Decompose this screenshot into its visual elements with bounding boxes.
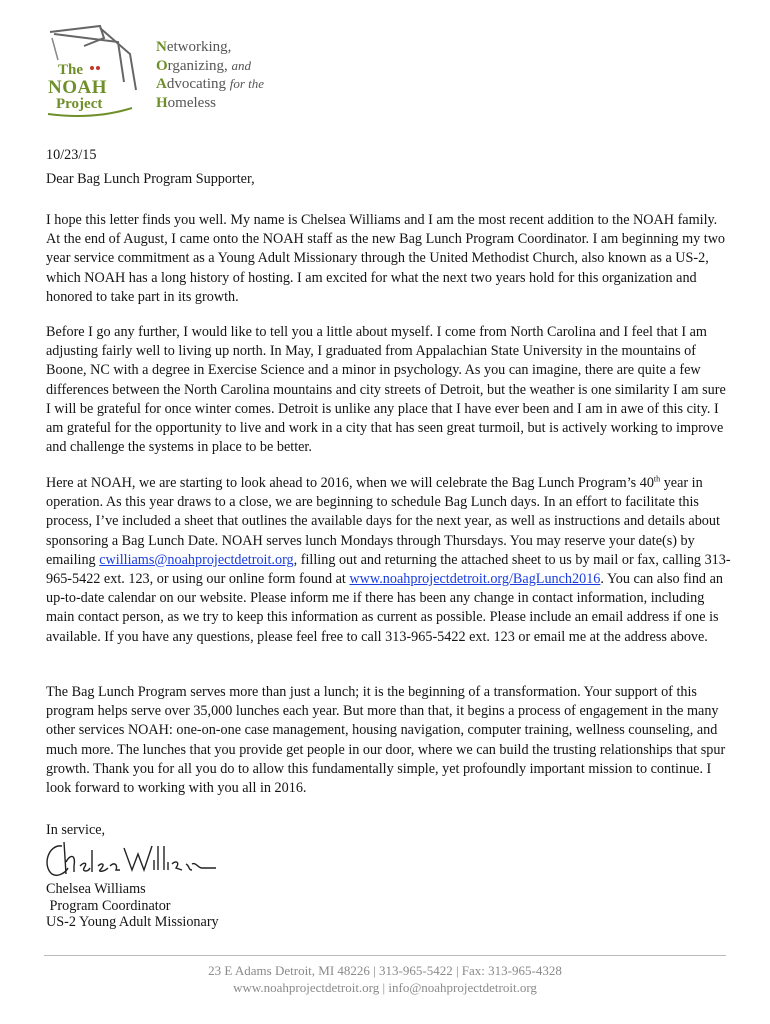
p3-superscript: th xyxy=(653,474,661,484)
logo-noah: NOAH xyxy=(48,77,107,98)
tag3-rest: dvocating xyxy=(166,76,226,92)
email-link[interactable]: cwilliams@noahprojectdetroit.org xyxy=(99,551,294,568)
tag4-cap: H xyxy=(156,94,168,111)
closing: In service, xyxy=(46,822,106,838)
p3-part-b: year in operation. As this year draws to a close, we are beginning to schedule Bag Lunch days. In an effort to facilitate this process, I’ve included a sheet that outlines the available days for the next year, as well as instructions and details about sponsoring a Bag Lunch Date. NOAH serves lunch Mondays through Thursdays. You may reserve your date(s) by emailing xyxy=(46,475,720,568)
tag1-cap: N xyxy=(156,39,167,55)
signer-role: US-2 Young Adult Missionary xyxy=(46,914,219,930)
logo-project: Project xyxy=(56,96,103,112)
paragraph-3 xyxy=(46,474,732,647)
paragraph-4: The Bag Lunch Program serves more than just a lunch; it is the beginning of a transformation. Your support of this program helps serve over 35,000 lunches each year. But more than that, it begins a process of engagement in the many other services NOAH: one-on-one case management, housing navigation, computer training, wellness counseling, and much more. The lunches that you provide get people in our door, where we can build the trusting relationships that spur growth. Thank you for all you do to allow this fundamentally simple, yet profoundly important mission to continue. I look forward to working with you all in 2016. xyxy=(46,684,726,797)
salutation: Dear Bag Lunch Program Supporter, xyxy=(46,171,255,187)
footer-web: www.noahprojectdetroit.org | info@noahprojectdetroit.org xyxy=(233,980,537,995)
tag2-ital: and xyxy=(231,57,252,73)
paragraph-1: I hope this letter finds you well. My name is Chelsea Williams and I am the most recent addition to the NOAH family. At the end of August, I came onto the NOAH staff as the new Bag Lunch Program Coordinator. I am beginning my two year service commitment as a Young Adult Missionary through the United Methodist Church, also known as a US-2, which NOAH has a long history of hosting. I am excited for what the next two years hold for this organization and honored to take part in its growth. xyxy=(46,212,726,305)
logo-wordmark xyxy=(48,62,128,113)
signer-name: Chelsea Williams xyxy=(46,881,146,897)
p3-part-c: , filling out and returning the attached sheet to us by mail or fax, calling 313-965-5422 ext. 123, or using our online form found at xyxy=(46,551,731,588)
handwritten-signature xyxy=(40,836,220,882)
tagline xyxy=(156,38,264,112)
tag2-rest: rganizing, xyxy=(167,57,228,74)
paragraph-2: Before I go any further, I would like to tell you a little about myself. I come from North Carolina and I feel that I am adjusting fairly well to living up north. In May, I graduated from Appalachian State University in the mountains of Boone, NC with a degree in Exercise Science and a minor in psychology. As you can imagine, there are quite a few differences between the North Carolina mountains and city streets of Detroit, but the weather is one similarity I am sure I will be grateful for once winter comes. Detroit is unlike any place that I have ever been and I am in awe of this city. I am grateful for the opportunity to live and work in a city that has seen great turmoil, but is actively working to improve and challenge the systems in place to be better. xyxy=(46,324,726,456)
tag2-cap: O xyxy=(156,57,168,74)
tag3-cap: A xyxy=(156,76,167,92)
signer-title: Program Coordinator xyxy=(46,898,171,914)
footer-address: 23 E Adams Detroit, MI 48226 | 313-965-5422 | Fax: 313-965-4328 xyxy=(208,963,562,978)
letter-date: 10/23/15 xyxy=(46,147,97,163)
logo-the: The xyxy=(58,62,84,78)
tag1-rest: etworking, xyxy=(166,39,232,55)
tag4-rest: omeless xyxy=(167,94,216,111)
p3-part-a: Here at NOAH, we are starting to look ahead to 2016, when we will celebrate the Bag Lunch Program’s 40 xyxy=(46,475,654,491)
bag-lunch-url-link[interactable]: www.noahprojectdetroit.org/BagLunch2016 xyxy=(349,571,601,588)
p3-part-d: . You can also find an up-to-date calendar on our website. Please inform me if there has been any change in contact information, including main contact person, as we try to keep this information as current as possible. Please include an email address if one is available. If you have any questions, please feel free to call 313-965-5422 ext. 123 or email me at the address above. xyxy=(46,571,723,645)
footer-divider xyxy=(44,955,726,956)
tag3-ital: for the xyxy=(229,76,265,91)
